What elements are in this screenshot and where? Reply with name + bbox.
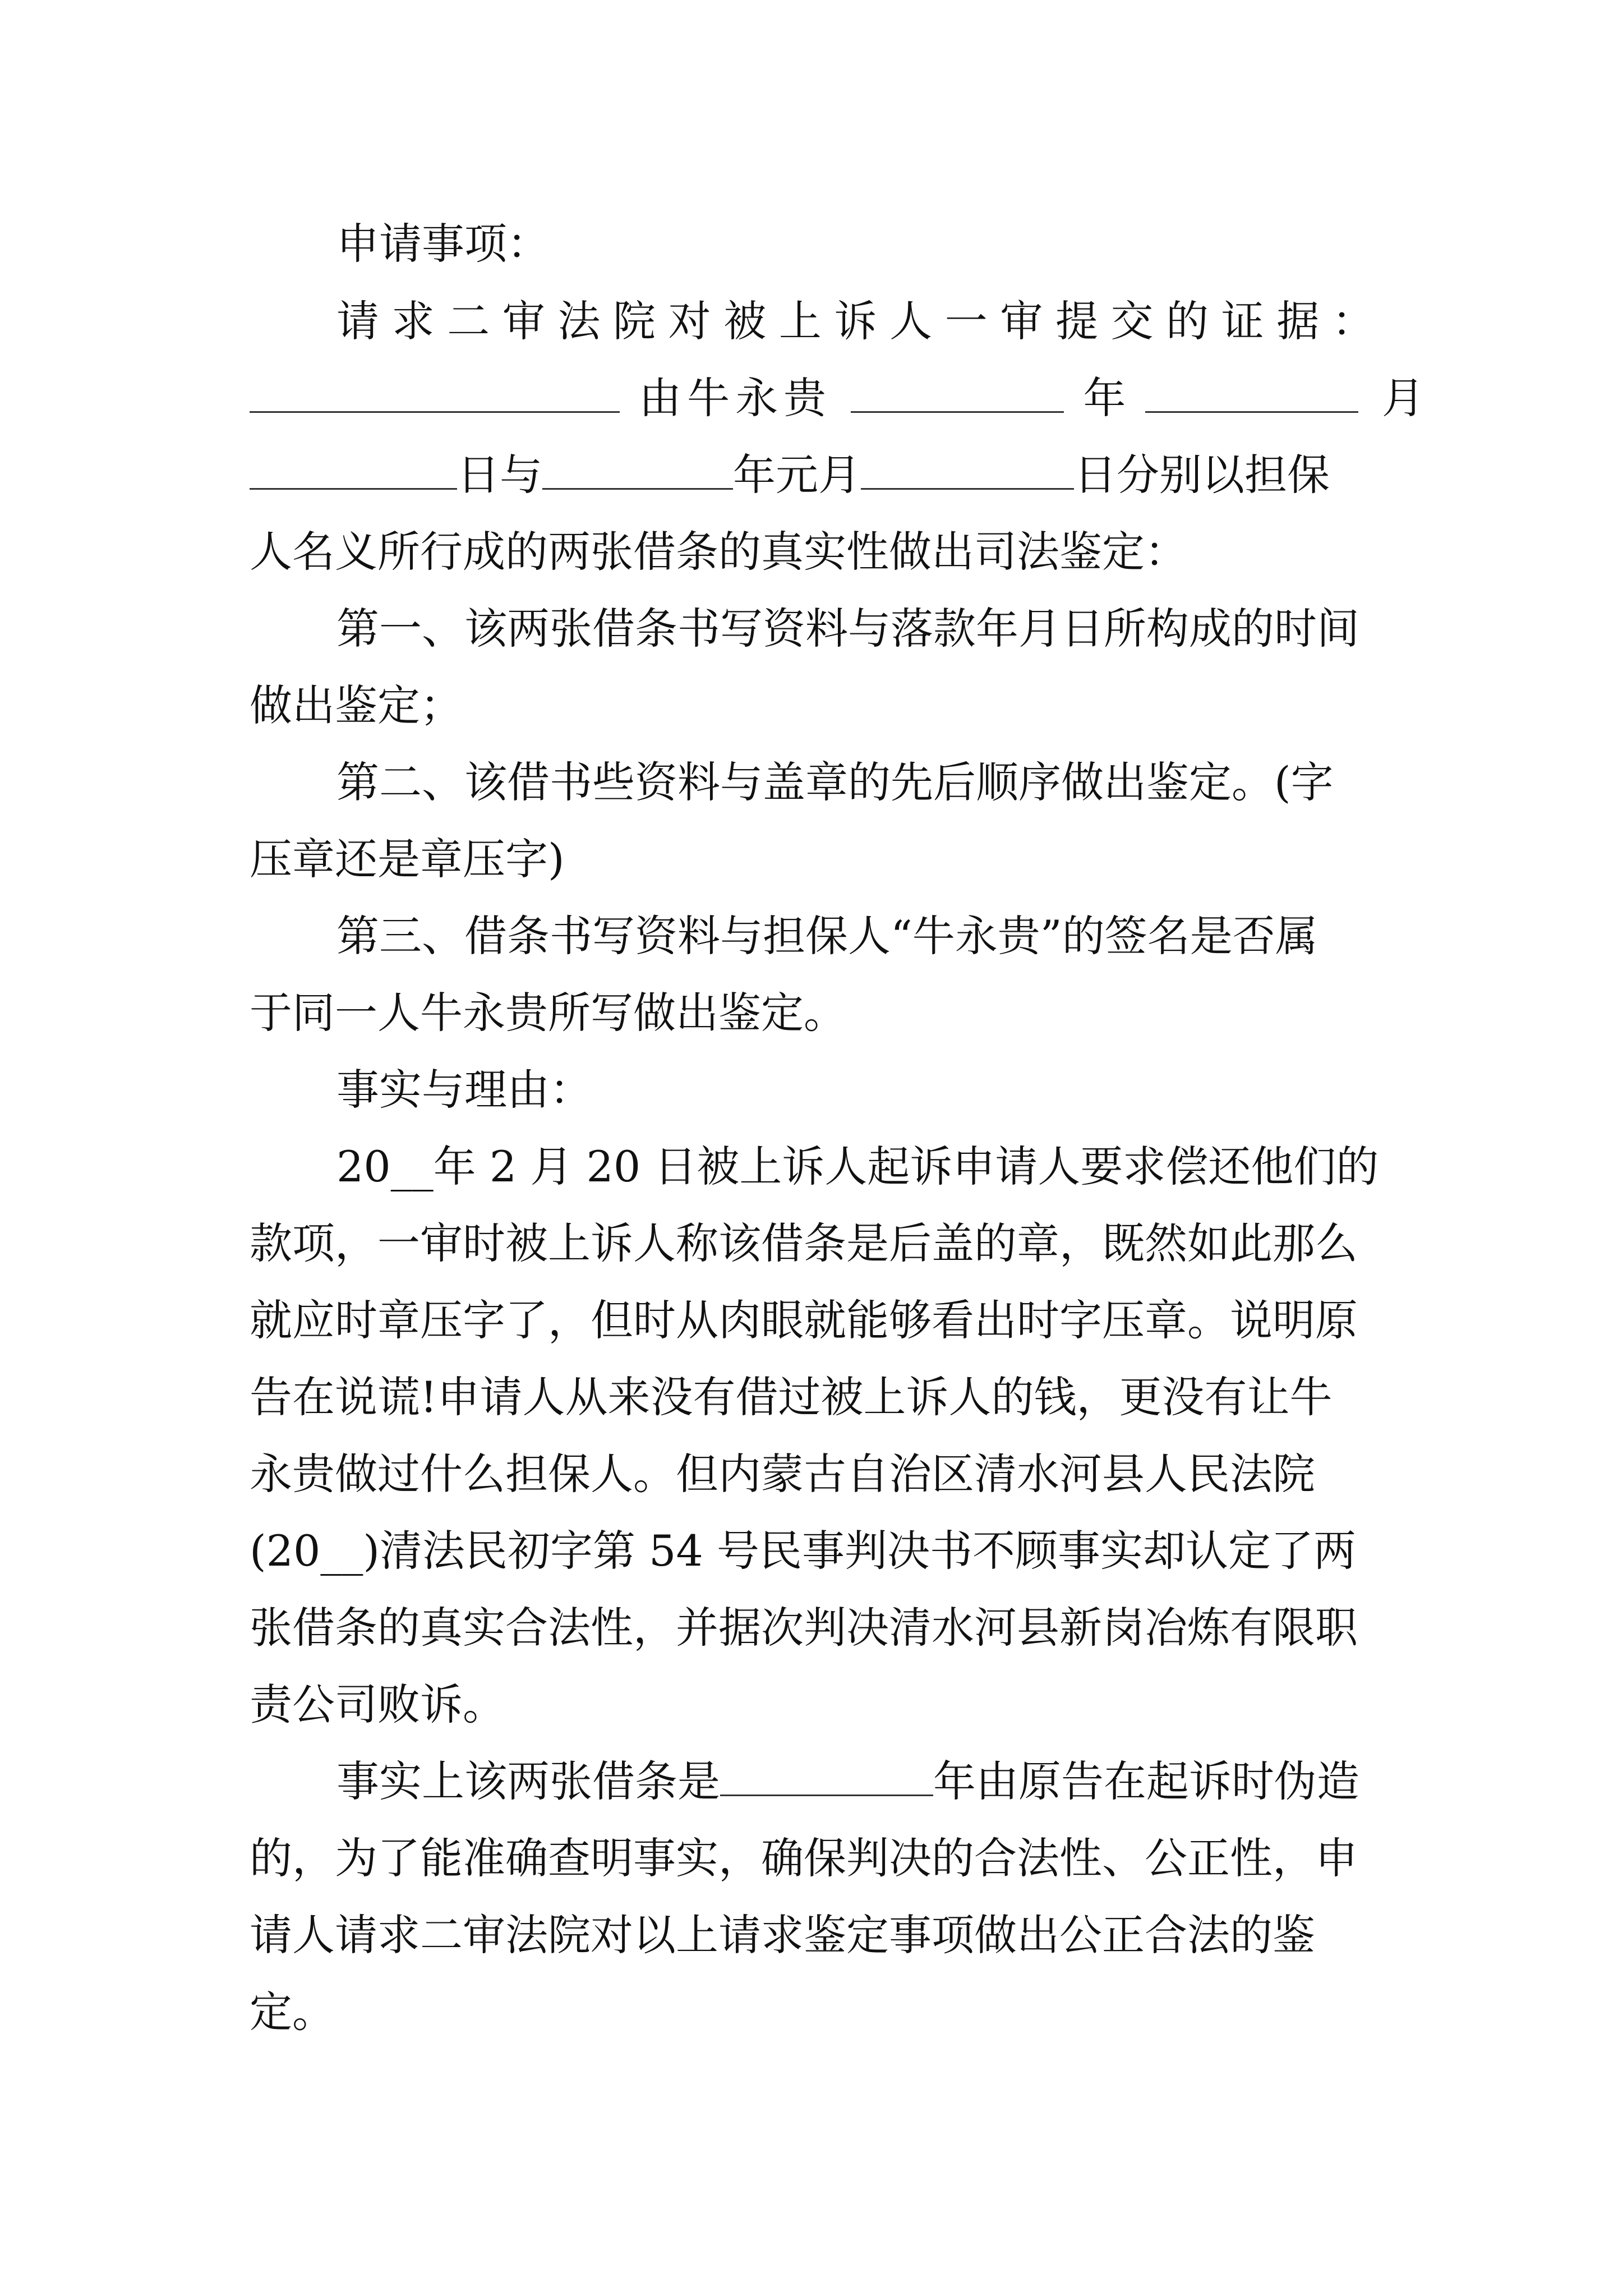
request-text: 日分别以担保 (1074, 450, 1330, 500)
request-line-4: 人名义所行成的两张借条的真实性做出司法鉴定： (250, 527, 1187, 577)
facts-p2-line: 定。 (250, 1987, 335, 2037)
request-heading: 申请事项： (336, 219, 550, 269)
blank-field (720, 1755, 933, 1796)
request-text: 由牛永贵 (639, 373, 832, 423)
request-line-2 (250, 370, 1424, 426)
blank-field (542, 449, 733, 490)
request-text: 年 (1083, 373, 1126, 423)
facts-p1-line: 20__年 2 月 20 日被上诉人起诉申请人要求偿还他们的 (336, 1142, 1379, 1191)
item2-line2: 压章还是章压字) (250, 834, 565, 884)
facts-p1-line: 款项，一审时被上诉人称该借条是后盖的章，既然如此那么 (250, 1218, 1358, 1268)
blank-field (250, 372, 620, 413)
request-text: 日与 (457, 450, 542, 500)
blank-field (250, 449, 457, 490)
facts-p2-line-1 (336, 1754, 1382, 1810)
request-text: 年元月 (733, 450, 861, 500)
item3-line1: 第三、借条书写资料与担保人“牛永贵”的签名是否属 (336, 911, 1318, 961)
item1-line1: 第一、该两张借条书写资料与落款年月日所构成的时间 (336, 604, 1359, 654)
facts-p1-line: 责公司败诉。 (250, 1680, 505, 1729)
item1-line2: 做出鉴定； (250, 680, 463, 730)
item2-line1: 第二、该借书些资料与盖章的先后顺序做出鉴定。(字 (336, 757, 1334, 807)
facts-text: 年由原告在起诉时伪造 (933, 1756, 1359, 1806)
facts-text: 事实上该两张借条是 (336, 1756, 720, 1806)
blank-field (1145, 372, 1358, 413)
facts-p1-line: 永贵做过什么担保人。但内蒙古自治区清水河县人民法院 (250, 1449, 1315, 1499)
facts-p2-line: 请人请求二审法院对以上请求鉴定事项做出公正合法的鉴 (250, 1910, 1315, 1960)
request-text: 月 (1381, 373, 1424, 423)
facts-p1-line: (20__)清法民初字第 54 号民事判决书不顾事实却认定了两 (250, 1526, 1357, 1576)
facts-p2-line: 的，为了能准确查明事实，确保判决的合法性、公正性，申 (250, 1833, 1358, 1883)
request-line-3 (250, 447, 1382, 503)
item3-line2: 于同一人牛永贵所写做出鉴定。 (250, 988, 846, 1038)
blank-field (851, 372, 1064, 413)
facts-heading: 事实与理由： (336, 1065, 592, 1115)
blank-field (861, 449, 1074, 490)
facts-p1-line: 告在说谎!申请人从来没有借过被上诉人的钱，更没有让牛 (250, 1372, 1332, 1422)
facts-p1-line: 就应时章压字了，但时从肉眼就能够看出时字压章。说明原 (250, 1295, 1358, 1345)
facts-p1-line: 张借条的真实合法性，并据次判决清水河县新岗冶炼有限职 (250, 1603, 1358, 1653)
request-line-1: 请求二审法院对被上诉人一审提交的证据： (336, 296, 1382, 346)
